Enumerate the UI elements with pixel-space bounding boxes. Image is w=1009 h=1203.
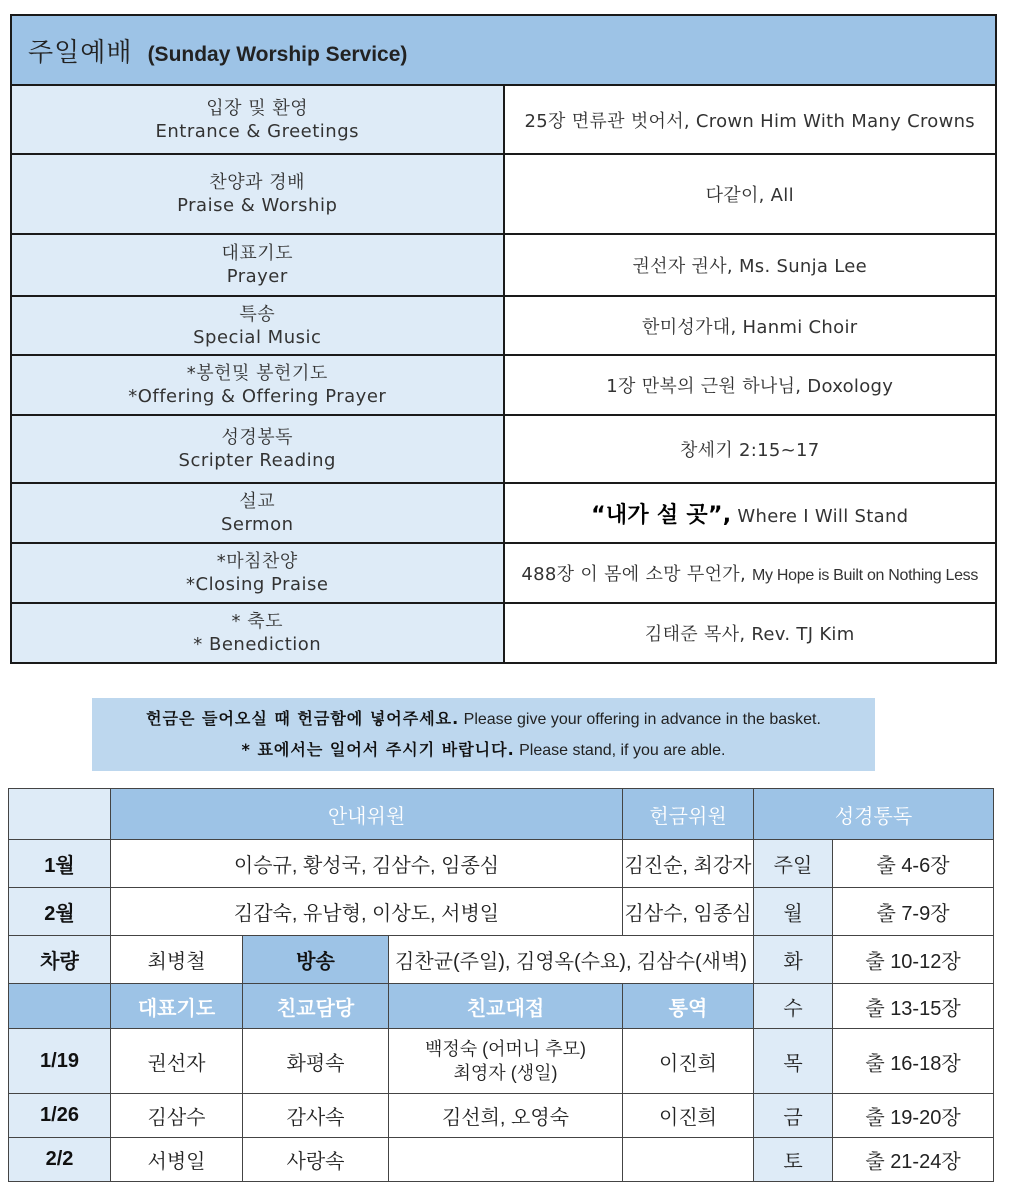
hospitality-header: 친교대접 <box>389 984 623 1029</box>
worship-row-value <box>504 543 997 603</box>
worship-row-value: 김태준 목사, Rev. TJ Kim <box>504 603 997 663</box>
worship-row-label <box>11 543 504 603</box>
interpreter-header: 통역 <box>623 984 754 1029</box>
vehicle-name: 최병철 <box>111 936 243 984</box>
reading-day: 수 <box>754 984 833 1029</box>
month-label: 2월 <box>9 888 111 936</box>
worship-row-label <box>11 483 504 543</box>
offering-notice <box>92 698 875 771</box>
worship-row-value: 권선자 권사, Ms. Sunja Lee <box>504 234 997 296</box>
corner-cell <box>9 789 111 840</box>
label-en: Scripter Reading <box>178 450 336 471</box>
fellowship-header: 친교담당 <box>243 984 389 1029</box>
interpreter-name <box>623 1138 754 1182</box>
reading-passage: 출 7-9장 <box>833 888 994 936</box>
worship-row-label <box>11 234 504 296</box>
broadcast-names: 김찬균(주일), 김영옥(수요), 김삼수(새벽) <box>389 936 754 984</box>
label-en: Prayer <box>226 266 288 287</box>
prayer-name: 김삼수 <box>111 1094 243 1138</box>
notice-line-1-en: Please give your offering in advance in the basket. <box>459 711 821 728</box>
month-label: 1월 <box>9 840 111 888</box>
closing-hymn-ko: 488장 이 몸에 소망 무언가, <box>521 564 752 585</box>
vehicle-label: 차량 <box>9 936 111 984</box>
hospitality-line: 백정숙 (어머니 추모) <box>424 1039 587 1059</box>
hospitality-names <box>389 1029 623 1094</box>
offering-header: 헌금위원 <box>623 789 754 840</box>
week-date: 2/2 <box>9 1138 111 1182</box>
label-ko: 입장 및 환영 <box>206 97 309 119</box>
label-en: * Benediction <box>193 634 322 655</box>
hospitality-names: 김선희, 오영숙 <box>389 1094 623 1138</box>
label-ko: *봉헌및 봉헌기도 <box>186 363 328 384</box>
label-ko: 찬양과 경배 <box>209 172 306 193</box>
notice-line-1 <box>92 704 875 735</box>
worship-row-value: 한미성가대, Hanmi Choir <box>504 296 997 355</box>
label-en: Entrance & Greetings <box>155 120 359 142</box>
prayer-header: 대표기도 <box>111 984 243 1029</box>
reading-passage: 출 19-20장 <box>833 1094 994 1138</box>
duty-schedule-table <box>8 788 994 1182</box>
reading-day: 금 <box>754 1094 833 1138</box>
week-date: 1/26 <box>9 1094 111 1138</box>
label-ko: 설교 <box>239 491 276 512</box>
closing-hymn-en: My Hope is Built on Nothing Less <box>752 567 979 584</box>
fellowship-name: 감사속 <box>243 1094 389 1138</box>
label-ko: 성경봉독 <box>221 427 294 448</box>
reading-day: 토 <box>754 1138 833 1182</box>
sub-header-blank <box>9 984 111 1029</box>
week-date: 1/19 <box>9 1029 111 1094</box>
interpreter-name: 이진희 <box>623 1029 754 1094</box>
worship-row-label <box>11 154 504 234</box>
worship-title-en: (Sunday Worship Service) <box>147 42 408 66</box>
notice-line-2-ko: * 표에서는 일어서 주시기 바랍니다. <box>241 740 515 759</box>
fellowship-name: 사랑속 <box>243 1138 389 1182</box>
reading-passage: 출 4-6장 <box>833 840 994 888</box>
broadcast-label: 방송 <box>243 936 389 984</box>
label-en: Praise & Worship <box>177 195 338 216</box>
sermon-title-en: Where I Will Stand <box>731 505 909 527</box>
ushers-names: 이승규, 황성국, 김삼수, 임종심 <box>111 840 623 888</box>
worship-row-label <box>11 415 504 483</box>
worship-row-value: 1장 만복의 근원 하나님, Doxology <box>504 355 997 415</box>
worship-title-ko: 주일예배 <box>28 37 133 68</box>
label-ko: * 축도 <box>231 611 283 632</box>
hospitality-names <box>389 1138 623 1182</box>
fellowship-name: 화평속 <box>243 1029 389 1094</box>
label-en: Sermon <box>220 514 294 535</box>
worship-row-value: 창세기 2:15~17 <box>504 415 997 483</box>
label-en: *Offering & Offering Prayer <box>128 386 387 407</box>
label-en: *Closing Praise <box>186 574 329 595</box>
reading-day: 월 <box>754 888 833 936</box>
worship-row-label <box>11 603 504 663</box>
notice-line-1-ko: 헌금은 들어오실 때 헌금함에 넣어주세요. <box>146 709 460 728</box>
reading-day: 화 <box>754 936 833 984</box>
ushers-names: 김갑숙, 유남형, 이상도, 서병일 <box>111 888 623 936</box>
reading-passage: 출 13-15장 <box>833 984 994 1029</box>
label-ko: 대표기도 <box>221 243 294 264</box>
worship-row-value: 다같이, All <box>504 154 997 234</box>
bible-reading-header: 성경통독 <box>754 789 994 840</box>
sermon-title-ko: “내가 설 곳”, <box>591 502 732 528</box>
worship-title-cell <box>11 15 996 85</box>
worship-row-label <box>11 355 504 415</box>
label-en: Special Music <box>193 326 322 348</box>
reading-day: 목 <box>754 1029 833 1094</box>
worship-row-value <box>504 483 997 543</box>
label-ko: *마침찬양 <box>216 551 298 572</box>
label-ko: 특송 <box>239 303 276 325</box>
offering-names: 김진순, 최강자 <box>623 840 754 888</box>
reading-day: 주일 <box>754 840 833 888</box>
notice-line-2 <box>92 735 875 766</box>
interpreter-name: 이진희 <box>623 1094 754 1138</box>
prayer-name: 서병일 <box>111 1138 243 1182</box>
hospitality-line: 최영자 (생일) <box>453 1063 558 1083</box>
offering-names: 김삼수, 임종심 <box>623 888 754 936</box>
reading-passage: 출 16-18장 <box>833 1029 994 1094</box>
reading-passage: 출 10-12장 <box>833 936 994 984</box>
notice-line-2-en: Please stand, if you are able. <box>514 742 726 759</box>
prayer-name: 권선자 <box>111 1029 243 1094</box>
worship-row-value: 25장 면류관 벗어서, Crown Him With Many Crowns <box>504 85 997 154</box>
reading-passage: 출 21-24장 <box>833 1138 994 1182</box>
worship-row-label <box>11 296 504 355</box>
worship-order-table <box>10 14 997 664</box>
worship-row-label <box>11 85 504 154</box>
ushers-header: 안내위원 <box>111 789 623 840</box>
